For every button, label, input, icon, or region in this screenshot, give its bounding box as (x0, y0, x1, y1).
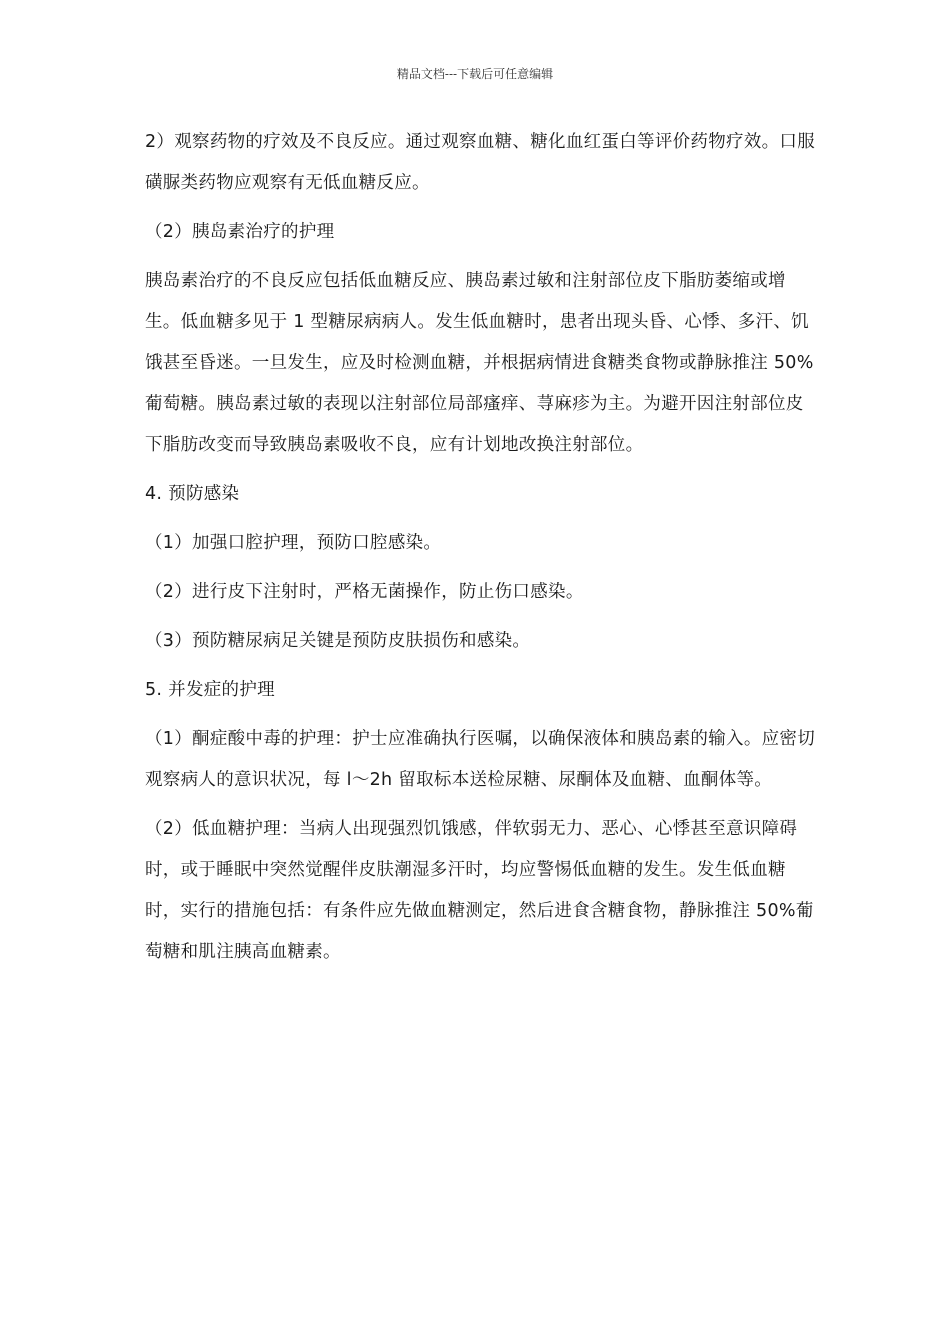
paragraph-insulin-adverse-reactions: 胰岛素治疗的不良反应包括低血糖反应、胰岛素过敏和注射部位皮下脂肪萎缩或增生。低血糖多见于 1 型糖尿病病人。发生低血糖时，患者出现头昏、心悸、多汗、饥饿甚至昏迷。一旦发生，应及时检测血糖，并根据病情进食糖类食物或静脉推注 50%葡萄糖。胰岛素过敏的表现以注射部位局部瘙痒、荨麻疹为主。为避开因注射部位皮下脂肪改变而导致胰岛素吸收不良，应有计划地改换注射部位。 (145, 271, 814, 455)
heading-insulin-therapy-care: （2）胰岛素治疗的护理 (145, 222, 335, 242)
document-body (145, 122, 821, 981)
paragraph-ketoacidosis-care: （1）酮症酸中毒的护理：护士应准确执行医嘱，以确保液体和胰岛素的输入。应密切观察病人的意识状况，每 l～2h 留取标本送检尿糖、尿酮体及血糖、血酮体等。 (145, 729, 816, 790)
page-header: 精品文档---下载后可任意编辑 (396, 67, 554, 81)
heading-infection-prevention: 4. 预防感染 (145, 484, 240, 504)
heading-complication-care: 5. 并发症的护理 (145, 680, 275, 700)
paragraph-hypoglycemia-care: （2）低血糖护理：当病人出现强烈饥饿感，伴软弱无力、恶心、心悸甚至意识障碍时，或于睡眠中突然觉醒伴皮肤潮湿多汗时，均应警惕低血糖的发生。发生低血糖时，实行的措施包括：有条件应先做血糖测定，然后进食含糖食物，静脉推注 50%葡萄糖和肌注胰高血糖素。 (145, 819, 814, 962)
paragraph-drug-observation: 2）观察药物的疗效及不良反应。通过观察血糖、糖化血红蛋白等评价药物疗效。口服磺脲类药物应观察有无低血糖反应。 (145, 132, 816, 193)
list-item-aseptic-injection: （2）进行皮下注射时，严格无菌操作，防止伤口感染。 (145, 582, 584, 602)
list-item-oral-care: （1）加强口腔护理，预防口腔感染。 (145, 533, 442, 553)
list-item-diabetic-foot: （3）预防糖尿病足关键是预防皮肤损伤和感染。 (145, 631, 531, 651)
